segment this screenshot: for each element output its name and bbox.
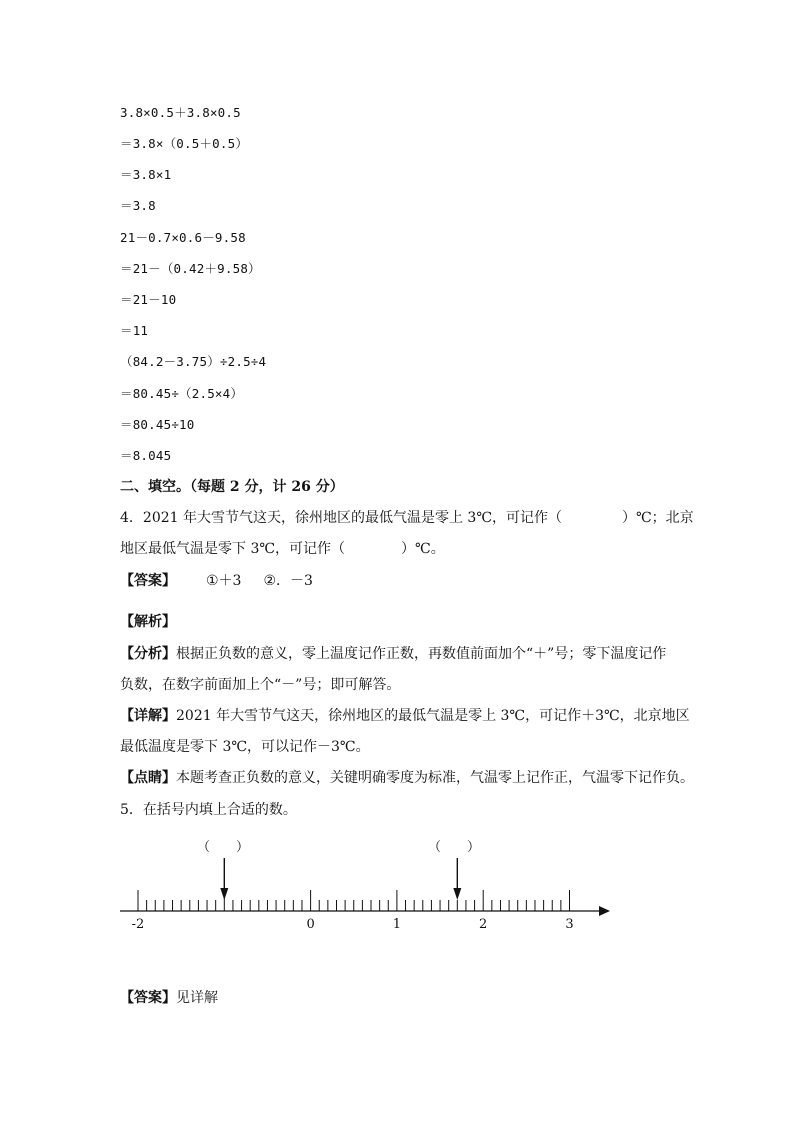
calc-line-12: ＝8.045 — [120, 448, 172, 463]
tick-label: 1 — [392, 917, 402, 932]
q5-answer-label: 【答案】 — [120, 990, 176, 1006]
q4-analysis-label: 【解析】 — [120, 614, 176, 630]
calc-line-3: ＝3.8×1 — [120, 167, 172, 182]
pointer-arrow-head — [453, 888, 461, 900]
pointer-arrow-head — [220, 888, 228, 900]
q5-answer-text: 见详解 — [176, 990, 218, 1006]
q4-text-1a: 4．2021 年大雪节气这天，徐州地区的最低气温是零上 3℃，可记作（ — [120, 510, 563, 526]
axis-arrowhead — [599, 906, 610, 916]
calc-line-5: 21－0.7×0.6－9.58 — [120, 230, 246, 245]
tick-label: -2 — [131, 917, 145, 932]
axis-tick-labels — [132, 917, 574, 932]
number-line-figure — [0, 830, 794, 940]
tick-label: 0 — [306, 917, 315, 932]
q4-answer-1: ①＋3 — [206, 573, 242, 589]
q4-text-2a: 地区最低气温是零下 3℃，可记作（ — [120, 541, 346, 557]
q5-question: 5．在括号内填上合适的数。 — [120, 802, 297, 818]
q4-text-1b: ）℃；北京 — [622, 510, 694, 526]
calc-line-8: ＝11 — [120, 323, 149, 338]
blank-right: （ ） — [428, 840, 481, 855]
blank-left: （ ） — [197, 840, 250, 855]
q4-answer-2: ②．－3 — [263, 573, 313, 589]
calc-line-6: ＝21－（0.42＋9.58） — [120, 261, 261, 276]
q4-fenxi-text-1: 根据正负数的意义，零上温度记作正数，再数值前面加个“＋”号；零下温度记作 — [176, 646, 667, 662]
tick-label: 2 — [479, 917, 488, 932]
q4-xiangjie-line-2: 最低温度是零下 3℃，可以记作－3℃。 — [120, 739, 370, 755]
calc-line-4: ＝3.8 — [120, 198, 156, 213]
q4-answer-label: 【答案】 — [120, 573, 176, 589]
q4-line-1 — [120, 510, 694, 526]
q4-dianjing-text: 本题考查正负数的意义，关键明确零度为标准，气温零上记作正，气温零下记作负。 — [176, 770, 694, 786]
q4-dianjing-label: 【点睛】 — [120, 770, 176, 786]
calc-line-10: ＝80.45÷（2.5×4） — [120, 386, 244, 401]
q4-line-2 — [120, 541, 445, 557]
q4-dianjing-line — [120, 770, 694, 786]
calc-line-9: （84.2－3.75）÷2.5÷4 — [120, 354, 267, 369]
calc-line-11: ＝80.45÷10 — [120, 417, 195, 432]
q4-fenxi-line-1 — [120, 646, 666, 662]
q4-text-2b: ）℃。 — [401, 541, 445, 557]
section-heading: 二、填空。（每题 2 分，计 26 分） — [120, 479, 344, 495]
q4-fenxi-label: 【分析】 — [120, 646, 176, 662]
axis-ticks — [138, 890, 570, 911]
pointer-arrows — [220, 858, 461, 900]
q4-fenxi-line-2: 负数，在数字前面加上个“－”号；即可解答。 — [120, 677, 401, 693]
q4-answer-line — [120, 573, 313, 589]
q4-xiangjie-text-1: 2021 年大雪节气这天，徐州地区的最低气温是零上 3℃，可记作＋3℃，北京地区 — [176, 708, 690, 724]
q5-answer-line — [120, 990, 218, 1006]
q4-xiangjie-line-1 — [120, 708, 690, 724]
calc-line-7: ＝21－10 — [120, 292, 177, 307]
q4-xiangjie-label: 【详解】 — [120, 708, 176, 724]
tick-label: 3 — [565, 917, 574, 932]
calc-line-1: 3.8×0.5＋3.8×0.5 — [120, 105, 241, 120]
calc-line-2: ＝3.8×（0.5＋0.5） — [120, 136, 249, 151]
